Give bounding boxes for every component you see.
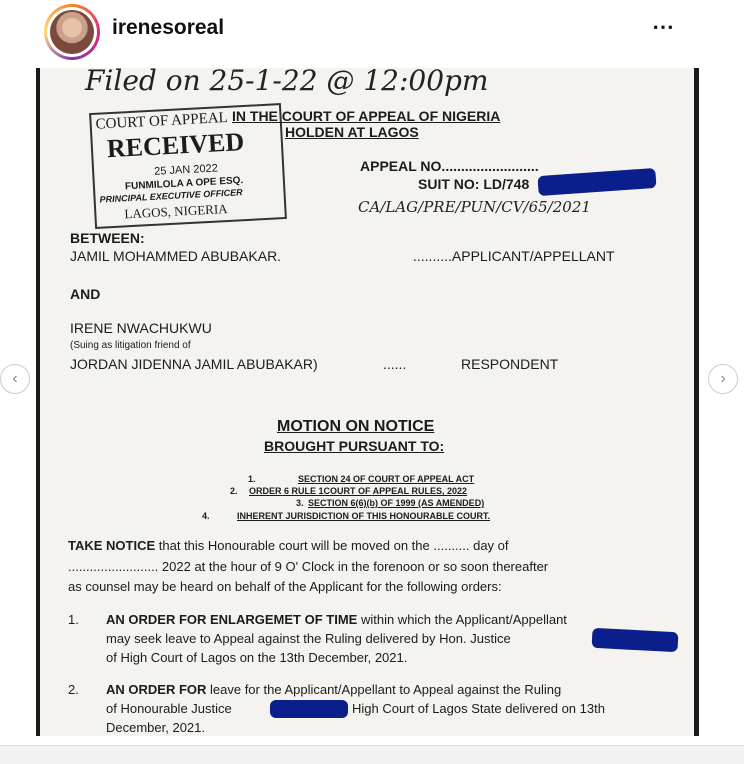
order-line-2a: of Honourable Justice [106, 701, 232, 716]
pursuant-number: 1. [248, 474, 256, 484]
stamp-date: 25 JAN 2022 [153, 162, 219, 178]
pursuant-item: INHERENT JURISDICTION OF THIS HONOURABLE COURT. [237, 511, 491, 521]
order-number: 1. [68, 612, 79, 627]
order-line-3: of High Court of Lagos on the 13th December, 2021. [106, 650, 408, 665]
appellant-name: JAMIL MOHAMMED ABUBAKAR. [70, 248, 282, 264]
stamp-name: FUNMILOLA A OPE ESQ. [124, 175, 244, 193]
pursuant-item: ORDER 6 RULE 1COURT OF APPEAL RULES, 2022 [249, 486, 468, 496]
motion-title: MOTION ON NOTICE [277, 418, 435, 435]
notice-line-3: as counsel may be heard on behalf of the Applicant for the following orders: [68, 579, 502, 594]
notice-line-2: ......................... 2022 at the hour of 9 O' Clock in the forenoon or so soon thereafter [68, 559, 549, 574]
pursuant-number: 3. [296, 498, 304, 508]
stamp-role: PRINCIPAL EXECUTIVE OFFICER [99, 187, 243, 205]
between-label: BETWEEN: [70, 230, 145, 246]
respondent-name: IRENE NWACHUKWU [70, 320, 212, 336]
avatar[interactable] [44, 4, 100, 60]
court-subtitle: HOLDEN AT LAGOS [285, 124, 419, 140]
appellant-role: ..........APPLICANT/APPELLANT [413, 248, 615, 264]
pursuant-item: SECTION 6(6)(b) OF 1999 (AS AMENDED) [308, 498, 485, 508]
take-notice-label: TAKE NOTICE [68, 538, 156, 553]
order-line-1: AN ORDER FOR leave for the Applicant/Appellant to Appeal against the Ruling [106, 682, 562, 697]
post-header [0, 0, 744, 60]
order-line-3: December, 2021. [106, 720, 206, 735]
stamp-received: RECEIVED [106, 127, 245, 164]
stamp-court: COURT OF APPEAL [95, 109, 229, 133]
motion-subtitle: BROUGHT PURSUANT TO: [264, 438, 445, 454]
username[interactable]: irenesoreal [112, 16, 225, 39]
pursuant-item: SECTION 24 OF COURT OF APPEAL ACT [298, 474, 475, 484]
more-options-icon[interactable]: ⋯ [652, 14, 675, 39]
notice-line-1: TAKE NOTICE that this Honourable court will be moved on the .......... day of [68, 538, 509, 553]
suit-number: SUIT NO: LD/748 [418, 176, 530, 192]
redaction-mark [270, 700, 348, 718]
profile-photo-icon [50, 10, 94, 54]
court-document [40, 68, 694, 736]
order-line-1: AN ORDER FOR ENLARGEMET OF TIME within which the Applicant/Appellant [106, 612, 567, 627]
stamp-place: LAGOS, NIGERIA [124, 200, 228, 222]
respondent-child: JORDAN JIDENNA JAMIL ABUBAKAR) [70, 356, 318, 372]
respondent-dots: ...... [383, 356, 407, 372]
respondent-role: RESPONDENT [461, 356, 559, 372]
order-number: 2. [68, 682, 79, 697]
pursuant-number: 2. [230, 486, 238, 496]
handwritten-filing-note: Filed on 25-1-22 @ 12:00pm [85, 68, 489, 97]
redaction-mark [537, 168, 656, 196]
previous-slide-icon[interactable]: ‹ [0, 364, 30, 394]
order-line-2b: High Court of Lagos State delivered on 13th [352, 701, 605, 716]
pursuant-number: 4. [202, 511, 210, 521]
court-title: IN THE COURT OF APPEAL OF NIGERIA [232, 108, 501, 124]
handwritten-reference: CA/LAG/PRE/PUN/CV/65/2021 [358, 198, 591, 216]
redaction-mark [592, 628, 679, 652]
post-footer-strip [0, 745, 744, 764]
and-label: AND [70, 286, 101, 302]
respondent-note: (Suing as litigation friend of [70, 340, 191, 351]
appeal-number: APPEAL NO......................... [360, 158, 539, 174]
next-slide-icon[interactable]: › [708, 364, 738, 394]
order-line-2: may seek leave to Appeal against the Ruling delivered by Hon. Justice [106, 631, 511, 646]
